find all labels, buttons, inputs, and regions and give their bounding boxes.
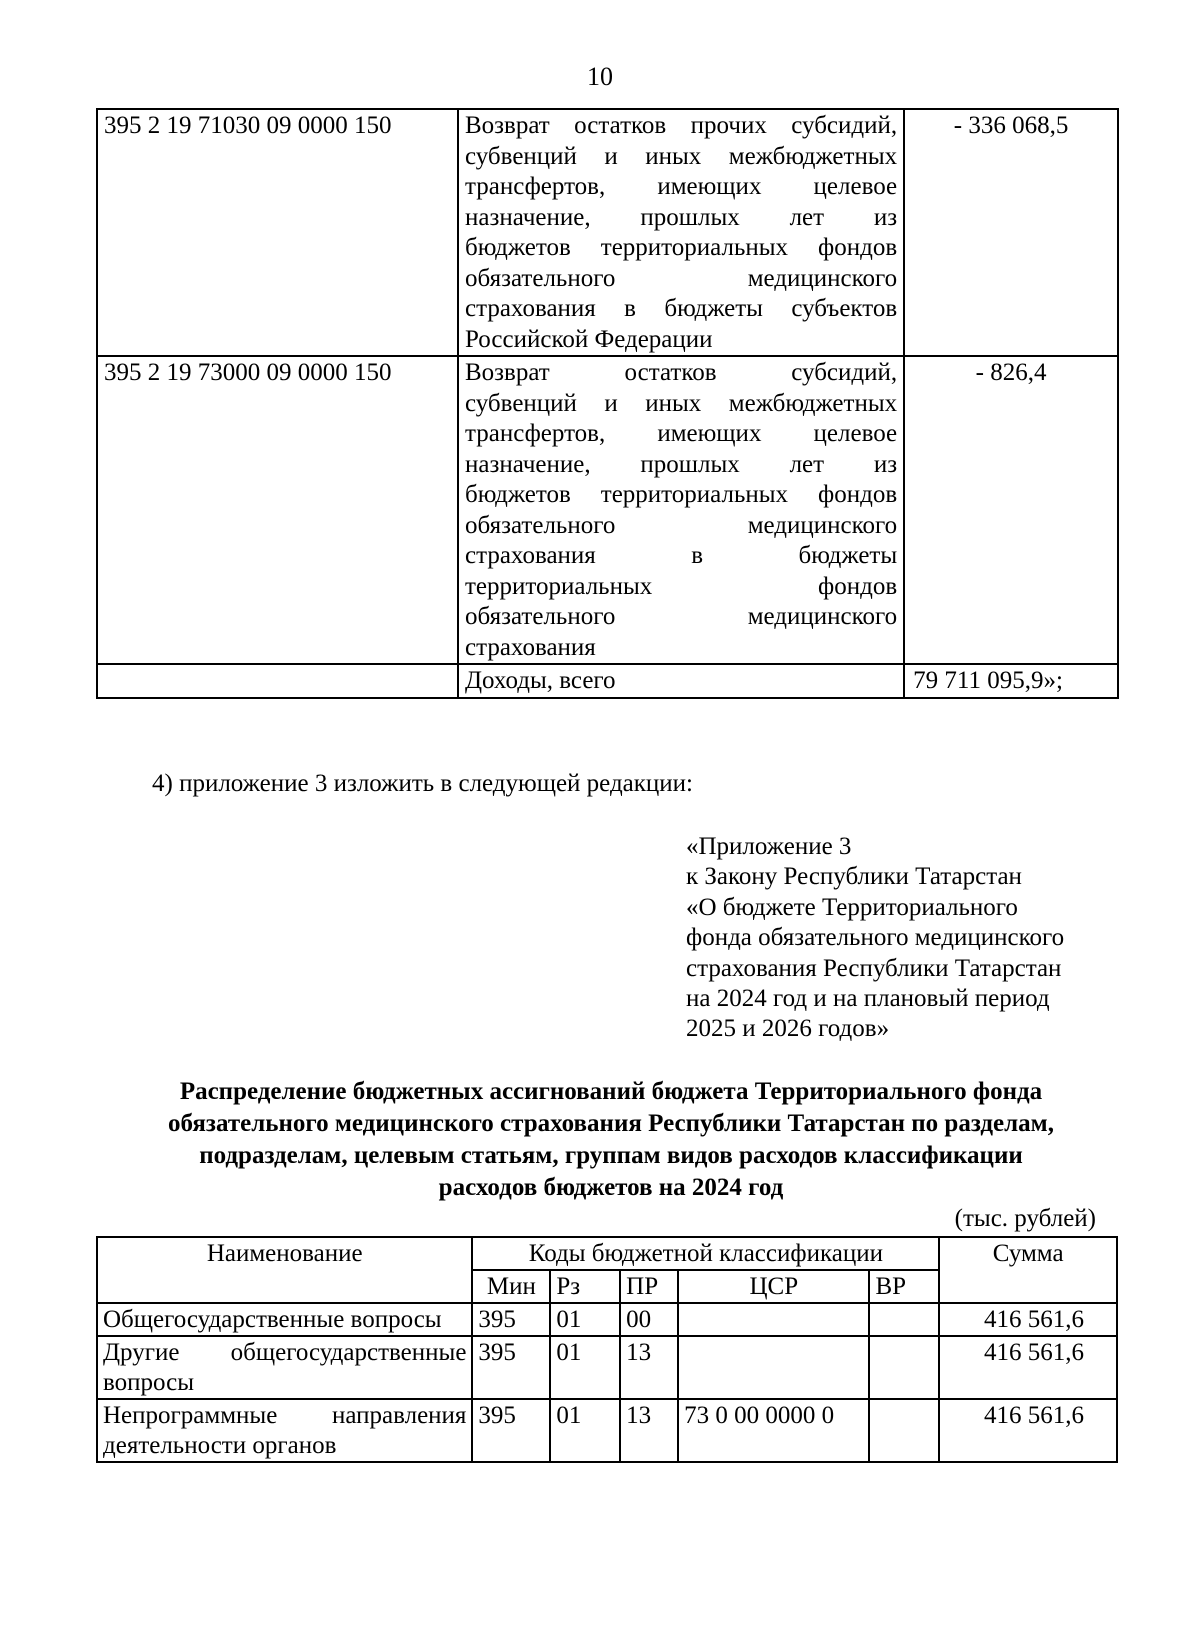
amendment-instruction: 4) приложение 3 изложить в следующей редакции: [152, 770, 693, 797]
header-pr: ПР [620, 1270, 678, 1303]
description-line: Возврат остатков прочих субсидий, [465, 112, 898, 139]
appendix-reference-line: «О бюджете Территориального [686, 893, 1018, 921]
description-line: территориальных фондов [465, 572, 898, 600]
expense-vr [869, 1303, 939, 1336]
expense-vr [869, 1336, 939, 1399]
expense-amount: 416 561,6 [939, 1303, 1117, 1336]
expense-min: 395 [472, 1336, 550, 1399]
expense-rz: 01 [550, 1336, 620, 1399]
expense-amount: 416 561,6 [939, 1336, 1117, 1399]
units-label: (тыс. рублей) [954, 1205, 1096, 1232]
expense-row [97, 1399, 1117, 1462]
expense-csr [678, 1303, 869, 1336]
income-description [458, 109, 904, 356]
description-line: страхования в бюджеты [465, 542, 898, 569]
income-row [97, 109, 1118, 356]
income-total-row [97, 664, 1118, 698]
expense-name: Общегосударственные вопросы [97, 1303, 472, 1336]
header-codes-group: Коды бюджетной классификации [472, 1237, 939, 1270]
expense-pr: 00 [620, 1303, 678, 1336]
income-amount: - 826,4 [904, 356, 1118, 664]
expense-name: Непрограммные направления деятельности органов [97, 1399, 472, 1462]
expense-vr [869, 1399, 939, 1462]
income-total-label: Доходы, всего [458, 664, 904, 698]
description-line: бюджетов территориальных фондов [465, 481, 898, 508]
expense-pr: 13 [620, 1399, 678, 1462]
appendix-reference-line: на 2024 год и на плановый период [686, 985, 1050, 1013]
description-line: обязательного медицинского [465, 264, 898, 292]
header-csr: ЦСР [678, 1270, 869, 1303]
income-total-amount: 79 711 095,9»; [904, 664, 1118, 698]
description-line: субвенций и иных межбюджетных [465, 389, 898, 417]
appendix-reference-line: 2025 и 2026 годов» [686, 1015, 890, 1043]
expense-min: 395 [472, 1399, 550, 1462]
expense-row [97, 1303, 1117, 1336]
description-line: трансфертов, имеющих целевое [465, 173, 898, 200]
description-line: назначение, прошлых лет из [465, 450, 898, 478]
income-code: 395 2 19 73000 09 0000 150 [97, 356, 458, 664]
description-line: Возврат остатков субсидий, [465, 359, 898, 386]
header-amount: Сумма [939, 1237, 1117, 1303]
expense-rz: 01 [550, 1399, 620, 1462]
section-title [96, 1076, 1126, 1204]
income-amount: - 336 068,5 [904, 109, 1118, 356]
description-line: обязательного медицинского [465, 511, 898, 539]
expense-row [97, 1336, 1117, 1399]
income-row [97, 356, 1118, 664]
description-line: страхования [465, 633, 596, 661]
expense-rz: 01 [550, 1303, 620, 1336]
appendix-reference-line: страхования Республики Татарстан [686, 954, 1062, 982]
expense-amount: 416 561,6 [939, 1399, 1117, 1462]
expense-csr: 73 0 00 0000 0 [678, 1399, 869, 1462]
income-table [96, 108, 1119, 699]
page-number: 10 [587, 62, 613, 91]
income-description [458, 356, 904, 664]
section-title-line: подразделам, целевым статьям, группам видов расходов классификации [199, 1142, 1023, 1169]
description-line: назначение, прошлых лет из [465, 203, 898, 231]
header-vr: ВР [869, 1270, 939, 1303]
appendix-reference-line: фонда обязательного медицинского [686, 924, 1065, 952]
appendix-reference-line: «Приложение 3 [686, 833, 852, 860]
description-line: Российской Федерации [465, 325, 713, 353]
description-line: обязательного медицинского [465, 603, 898, 630]
section-title-line: обязательного медицинского страхования Республики Татарстан по разделам, [168, 1110, 1054, 1137]
expense-name: Другие общегосударственные вопросы [97, 1336, 472, 1399]
expense-table [96, 1236, 1118, 1463]
appendix-reference [686, 832, 1064, 1045]
section-title-line: Распределение бюджетных ассигнований бюджета Территориального фонда [179, 1078, 1043, 1105]
description-line: трансфертов, имеющих целевое [465, 420, 898, 447]
expense-csr [678, 1336, 869, 1399]
header-min: Мин [472, 1270, 550, 1303]
expense-min: 395 [472, 1303, 550, 1336]
appendix-reference-line: к Закону Республики Татарстан [686, 863, 1022, 891]
income-code: 395 2 19 71030 09 0000 150 [97, 109, 458, 356]
description-line: субвенций и иных межбюджетных [465, 142, 898, 170]
income-total-code [97, 664, 458, 698]
description-line: бюджетов территориальных фондов [465, 234, 898, 261]
section-title-line: расходов бюджетов на 2024 год [438, 1174, 784, 1201]
expense-pr: 13 [620, 1336, 678, 1399]
header-name: Наименование [97, 1237, 472, 1303]
description-line: страхования в бюджеты субъектов [465, 295, 898, 322]
header-rz: Рз [550, 1270, 620, 1303]
